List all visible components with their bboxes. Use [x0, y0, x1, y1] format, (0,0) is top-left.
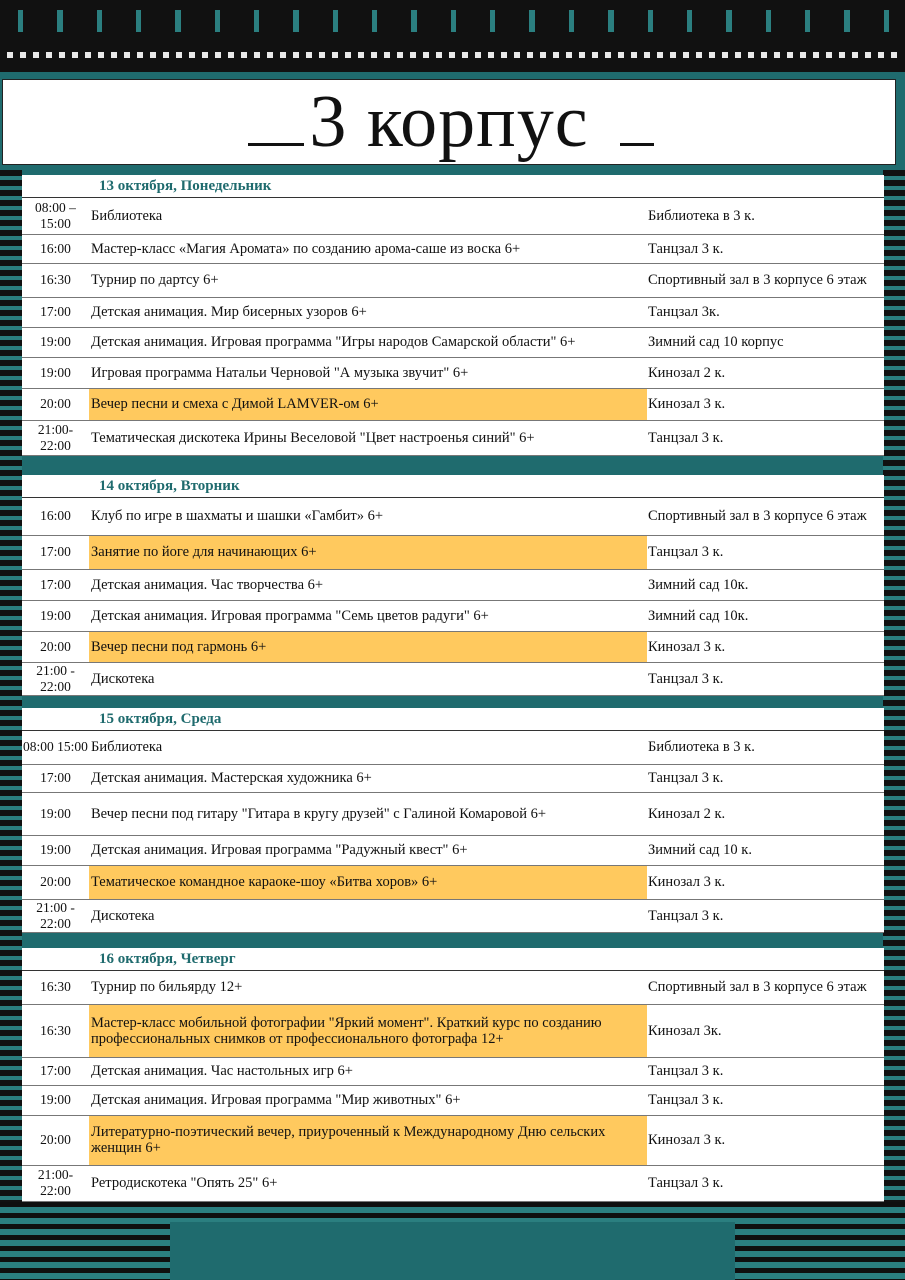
- title-banner: [2, 79, 896, 165]
- event-time: 20:00: [22, 1115, 89, 1165]
- event-time: 19:00: [22, 327, 89, 357]
- event-time: 20:00: [22, 388, 89, 420]
- event-time: 16:30: [22, 263, 89, 297]
- event-title: Дискотека: [89, 899, 647, 932]
- event-place: Кинозал 3 к.: [647, 388, 884, 420]
- event-place: Танцзал 3 к.: [647, 535, 884, 569]
- table-row: [22, 498, 884, 535]
- page-title: 3 корпус: [309, 81, 589, 163]
- event-time: 21:00 - 22:00: [22, 899, 89, 932]
- event-title: Детская анимация. Игровая программа "Игры народов Самарской области" 6+: [89, 327, 647, 357]
- table-row: [22, 835, 884, 865]
- event-time: 19:00: [22, 835, 89, 865]
- event-title: Дискотека: [89, 662, 647, 695]
- event-title: Детская анимация. Игровая программа "Радужный квест" 6+: [89, 835, 647, 865]
- event-time: 19:00: [22, 792, 89, 835]
- day-block: [22, 948, 884, 1202]
- event-time: 08:00 – 15:00: [22, 198, 89, 234]
- day-block: [22, 708, 884, 933]
- event-title: Турнир по дартсу 6+: [89, 263, 647, 297]
- table-row: [22, 535, 884, 569]
- event-place: Зимний сад 10к.: [647, 600, 884, 631]
- schedule-table: [22, 198, 884, 456]
- table-row: [22, 971, 884, 1004]
- event-time: 19:00: [22, 600, 89, 631]
- event-title: Литературно-поэтический вечер, приуроченный к Международному Дню сельских женщин 6+: [89, 1115, 647, 1165]
- event-title: Клуб по игре в шахматы и шашки «Гамбит» 6+: [89, 498, 647, 535]
- table-row: [22, 569, 884, 600]
- event-time: 16:30: [22, 971, 89, 1004]
- event-time: 20:00: [22, 865, 89, 899]
- event-time: 21:00- 22:00: [22, 1165, 89, 1201]
- day-heading: 16 октября, Четверг: [22, 948, 884, 971]
- event-place: Спортивный зал в 3 корпусе 6 этаж: [647, 971, 884, 1004]
- event-time: 17:00: [22, 535, 89, 569]
- event-title: Игровая программа Натальи Черновой "А музыка звучит" 6+: [89, 357, 647, 388]
- day-block: [22, 175, 884, 456]
- event-title: Вечер песни и смеха с Димой LAMVER-ом 6+: [89, 388, 647, 420]
- table-row: [22, 327, 884, 357]
- event-title: Тематическая дискотека Ирины Веселовой "Цвет настроенья синий" 6+: [89, 420, 647, 455]
- event-time: 08:00 15:00: [22, 731, 89, 764]
- event-place: Спортивный зал в 3 корпусе 6 этаж: [647, 498, 884, 535]
- event-place: Кинозал 3 к.: [647, 1115, 884, 1165]
- event-place: Танцзал 3 к.: [647, 1057, 884, 1085]
- schedule-table: [22, 971, 884, 1202]
- table-row: [22, 600, 884, 631]
- film-strip-top: [0, 0, 905, 72]
- table-row: [22, 388, 884, 420]
- table-row: [22, 1115, 884, 1165]
- table-row: [22, 899, 884, 932]
- film-frames: [0, 10, 905, 32]
- table-row: [22, 1004, 884, 1057]
- event-place: Зимний сад 10к.: [647, 569, 884, 600]
- event-title: Турнир по бильярду 12+: [89, 971, 647, 1004]
- event-place: Танцзал 3 к.: [647, 1165, 884, 1201]
- event-place: Танцзал 3 к.: [647, 764, 884, 792]
- table-row: [22, 865, 884, 899]
- event-time: 17:00: [22, 764, 89, 792]
- event-title: Вечер песни под гитару "Гитара в кругу друзей" с Галиной Комаровой 6+: [89, 792, 647, 835]
- table-row: [22, 297, 884, 327]
- event-place: Кинозал 3к.: [647, 1004, 884, 1057]
- event-title: Вечер песни под гармонь 6+: [89, 631, 647, 662]
- event-time: 19:00: [22, 1085, 89, 1115]
- table-row: [22, 263, 884, 297]
- day-block: [22, 475, 884, 696]
- day-heading: 14 октября, Вторник: [22, 475, 884, 498]
- event-time: 16:00: [22, 234, 89, 263]
- event-place: Кинозал 3 к.: [647, 865, 884, 899]
- table-row: [22, 198, 884, 234]
- table-row: [22, 234, 884, 263]
- day-heading: 15 октября, Среда: [22, 708, 884, 731]
- event-time: 16:30: [22, 1004, 89, 1057]
- event-place: Танцзал 3 к.: [647, 420, 884, 455]
- table-row: [22, 420, 884, 455]
- event-place: Танцзал 3 к.: [647, 899, 884, 932]
- event-title: Детская анимация. Мир бисерных узоров 6+: [89, 297, 647, 327]
- table-row: [22, 764, 884, 792]
- event-title: Тематическое командное караоке-шоу «Битва хоров» 6+: [89, 865, 647, 899]
- event-title: Библиотека: [89, 198, 647, 234]
- event-place: Танцзал 3 к.: [647, 1085, 884, 1115]
- event-place: Зимний сад 10 к.: [647, 835, 884, 865]
- event-title: Детская анимация. Игровая программа "Семь цветов радуги" 6+: [89, 600, 647, 631]
- event-title: Детская анимация. Час творчества 6+: [89, 569, 647, 600]
- event-time: 16:00: [22, 498, 89, 535]
- event-title: Занятие по йоге для начинающих 6+: [89, 535, 647, 569]
- event-time: 20:00: [22, 631, 89, 662]
- event-title: Мастер-класс «Магия Аромата» по созданию арома-саше из воска 6+: [89, 234, 647, 263]
- schedule-table: [22, 731, 884, 933]
- event-time: 21:00- 22:00: [22, 420, 89, 455]
- event-time: 17:00: [22, 297, 89, 327]
- event-place: Танцзал 3к.: [647, 297, 884, 327]
- table-row: [22, 792, 884, 835]
- table-row: [22, 1165, 884, 1201]
- event-time: 21:00 - 22:00: [22, 662, 89, 695]
- title-underline-left: [248, 143, 304, 146]
- event-place: Танцзал 3 к.: [647, 662, 884, 695]
- table-row: [22, 631, 884, 662]
- title-underline-right: [620, 143, 654, 146]
- side-decoration-left: [0, 170, 22, 1280]
- event-place: Библиотека в 3 к.: [647, 198, 884, 234]
- event-place: Кинозал 2 к.: [647, 792, 884, 835]
- event-title: Детская анимация. Час настольных игр 6+: [89, 1057, 647, 1085]
- event-title: Ретродискотека "Опять 25" 6+: [89, 1165, 647, 1201]
- event-place: Кинозал 2 к.: [647, 357, 884, 388]
- event-time: 17:00: [22, 569, 89, 600]
- day-heading: 13 октября, Понедельник: [22, 175, 884, 198]
- bottom-decoration: [0, 1202, 905, 1280]
- table-row: [22, 1057, 884, 1085]
- side-decoration-right: [883, 170, 905, 1280]
- event-time: 19:00: [22, 357, 89, 388]
- table-row: [22, 357, 884, 388]
- event-place: Зимний сад 10 корпус: [647, 327, 884, 357]
- event-place: Библиотека в 3 к.: [647, 731, 884, 764]
- event-title: Детская анимация. Мастерская художника 6+: [89, 764, 647, 792]
- table-row: [22, 662, 884, 695]
- event-place: Кинозал 3 к.: [647, 631, 884, 662]
- event-title: Детская анимация. Игровая программа "Мир животных" 6+: [89, 1085, 647, 1115]
- schedule-table: [22, 498, 884, 696]
- table-row: [22, 731, 884, 764]
- event-place: Танцзал 3 к.: [647, 234, 884, 263]
- event-title: Библиотека: [89, 731, 647, 764]
- event-time: 17:00: [22, 1057, 89, 1085]
- event-title: Мастер-класс мобильной фотографии "Яркий момент". Краткий курс по созданию профессиональных снимков от профессионального фотографа 12+: [89, 1004, 647, 1057]
- film-perforation: [0, 52, 905, 60]
- event-place: Спортивный зал в 3 корпусе 6 этаж: [647, 263, 884, 297]
- table-row: [22, 1085, 884, 1115]
